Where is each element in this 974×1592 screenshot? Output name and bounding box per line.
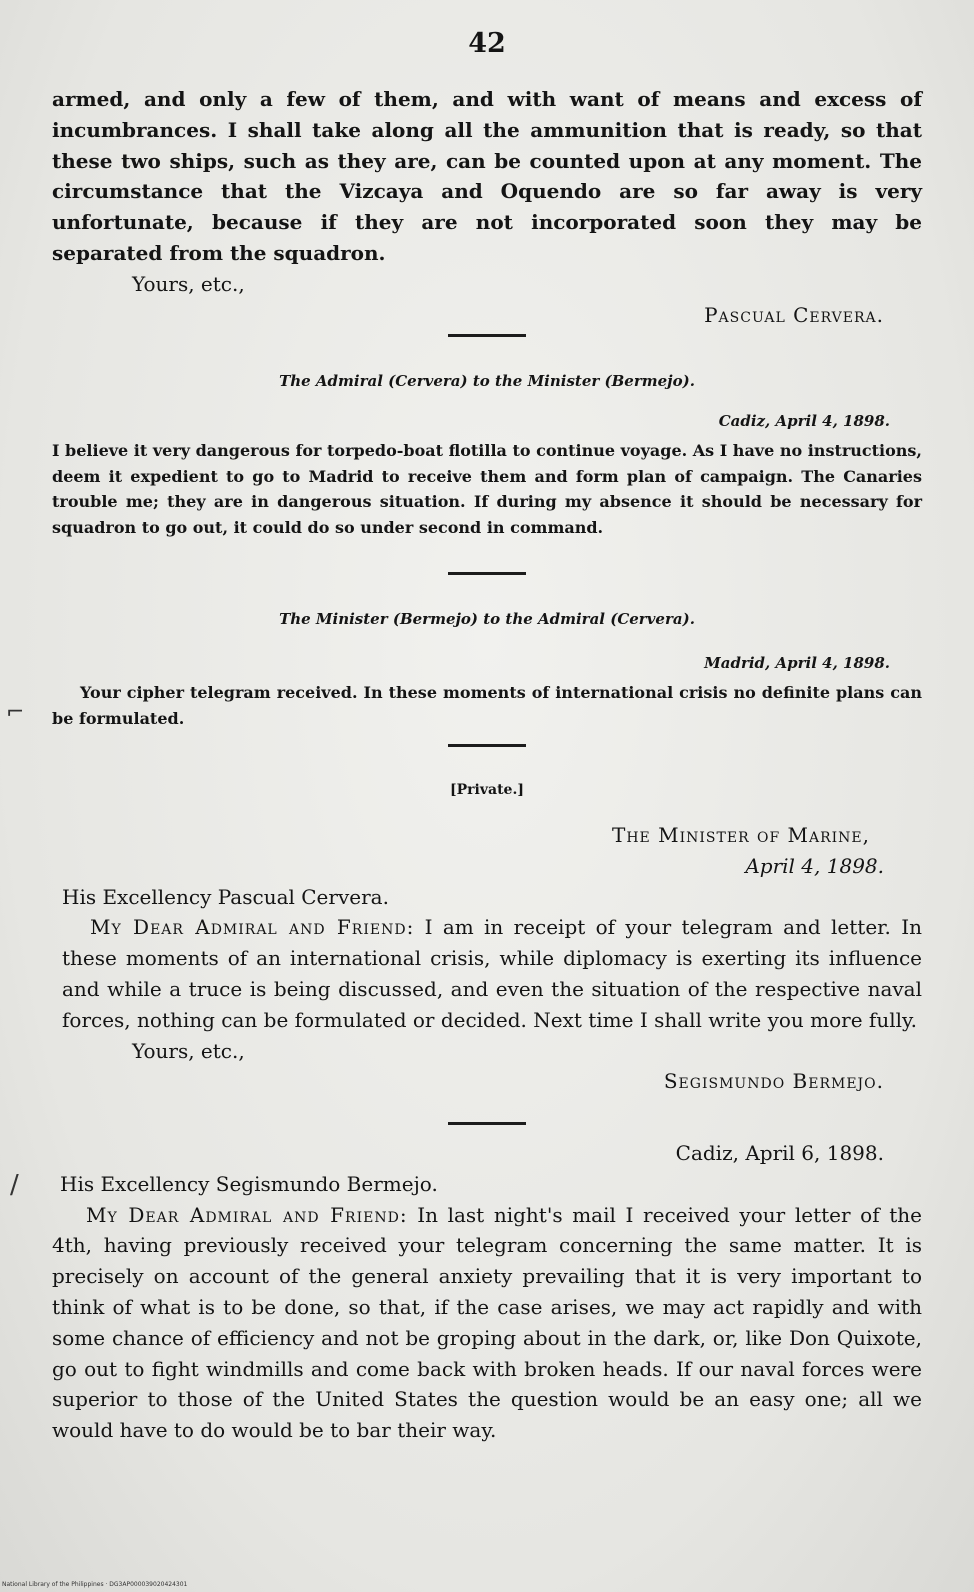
telegram-1-dateline: Cadiz, April 4, 1898. [718,412,890,430]
telegram-1 [52,438,922,540]
margin-mark: / [10,1170,19,1200]
divider [448,744,526,747]
page-number: 42 [468,28,506,59]
divider [448,572,526,575]
private-label: [Private.] [450,782,524,798]
letter-2-addressee: His Excellency Pascual Cervera. [62,884,389,909]
letter-3-addressee: His Excellency Segismundo Bermejo. [60,1171,438,1196]
divider [448,334,526,337]
letter-2-signature: Segismundo Bermejo. [663,1069,884,1094]
letter-2-body: I am in receipt of your telegram and letter. In these moments of an international crisis, while diplomacy is exerting its influence and while a truce is being discussed, and even the situation of the respective naval forces, nothing can be formulated or decided. Next time I shall write you more fully. [62,915,922,1032]
letter-1-signature: Pascual Cervera. [704,302,884,327]
telegram-2-dateline: Madrid, April 4, 1898. [704,654,890,672]
telegram-2-heading: The Minister (Bermejo) to the Admiral (Cervera). [279,610,695,628]
margin-mark: ⌐ [6,700,25,725]
letter-3-salutation: My Dear Admiral and Friend: [86,1202,408,1227]
letter-1-closing: Yours, etc., [132,271,245,296]
letter-2-sender: The Minister of Marine, [612,823,870,847]
scan-footer: National Library of the Philippines · DG3AP000039020424301 [2,1581,188,1588]
telegram-1-heading: The Admiral (Cervera) to the Minister (Bermejo). [279,372,695,390]
letter-3-body: In last night's mail I received your letter of the 4th, having previously received your telegram concerning the same matter. It is precisely on account of the general anxiety prevailing that it is very important to think of what is to be done, so that, if the case arises, we may act rapidly and with some chance of efficiency and not be groping about in the dark, or, like Don Quixote, go out to fight windmills and come back with broken heads. If our naval forces were superior to those of the United States the question would be an easy one; all we would have to do would be to bar their way. [52,1202,922,1443]
letter-2-date: April 4, 1898. [745,853,884,878]
letter-2-closing: Yours, etc., [132,1038,245,1063]
telegram-1-body: I believe it very dangerous for torpedo-boat flotilla to continue voyage. As I have no instructions, deem it expedient to go to Madrid to receive them and form plan of campaign. The Canaries trouble me; they are in dangerous situation. If during my absence it should be necessary for squadron to go out, it could do so under second in command. [52,441,922,537]
divider [448,1122,526,1125]
letter-3-dateline: Cadiz, April 6, 1898. [675,1141,884,1165]
telegram-2-body: Your cipher telegram received. In these moments of international crisis no definite plans can be formulated. [52,683,922,728]
letter-2-salutation: My Dear Admiral and Friend: [90,915,415,940]
letter-2 [52,820,922,1097]
telegram-2 [52,680,922,731]
letter-1-body: armed, and only a few of them, and with want of means and excess of incumbrances. I shall take along all the ammunition that is ready, so that these two ships, such as they are, can be counted upon at any moment. The circumstance that the Vizcaya and Oquendo are so far away is very unfortunate, because if they are not incorporated soon they may be separated from the squadron. [52,87,922,265]
letter-3 [52,1138,922,1446]
letter-1 [52,84,922,330]
